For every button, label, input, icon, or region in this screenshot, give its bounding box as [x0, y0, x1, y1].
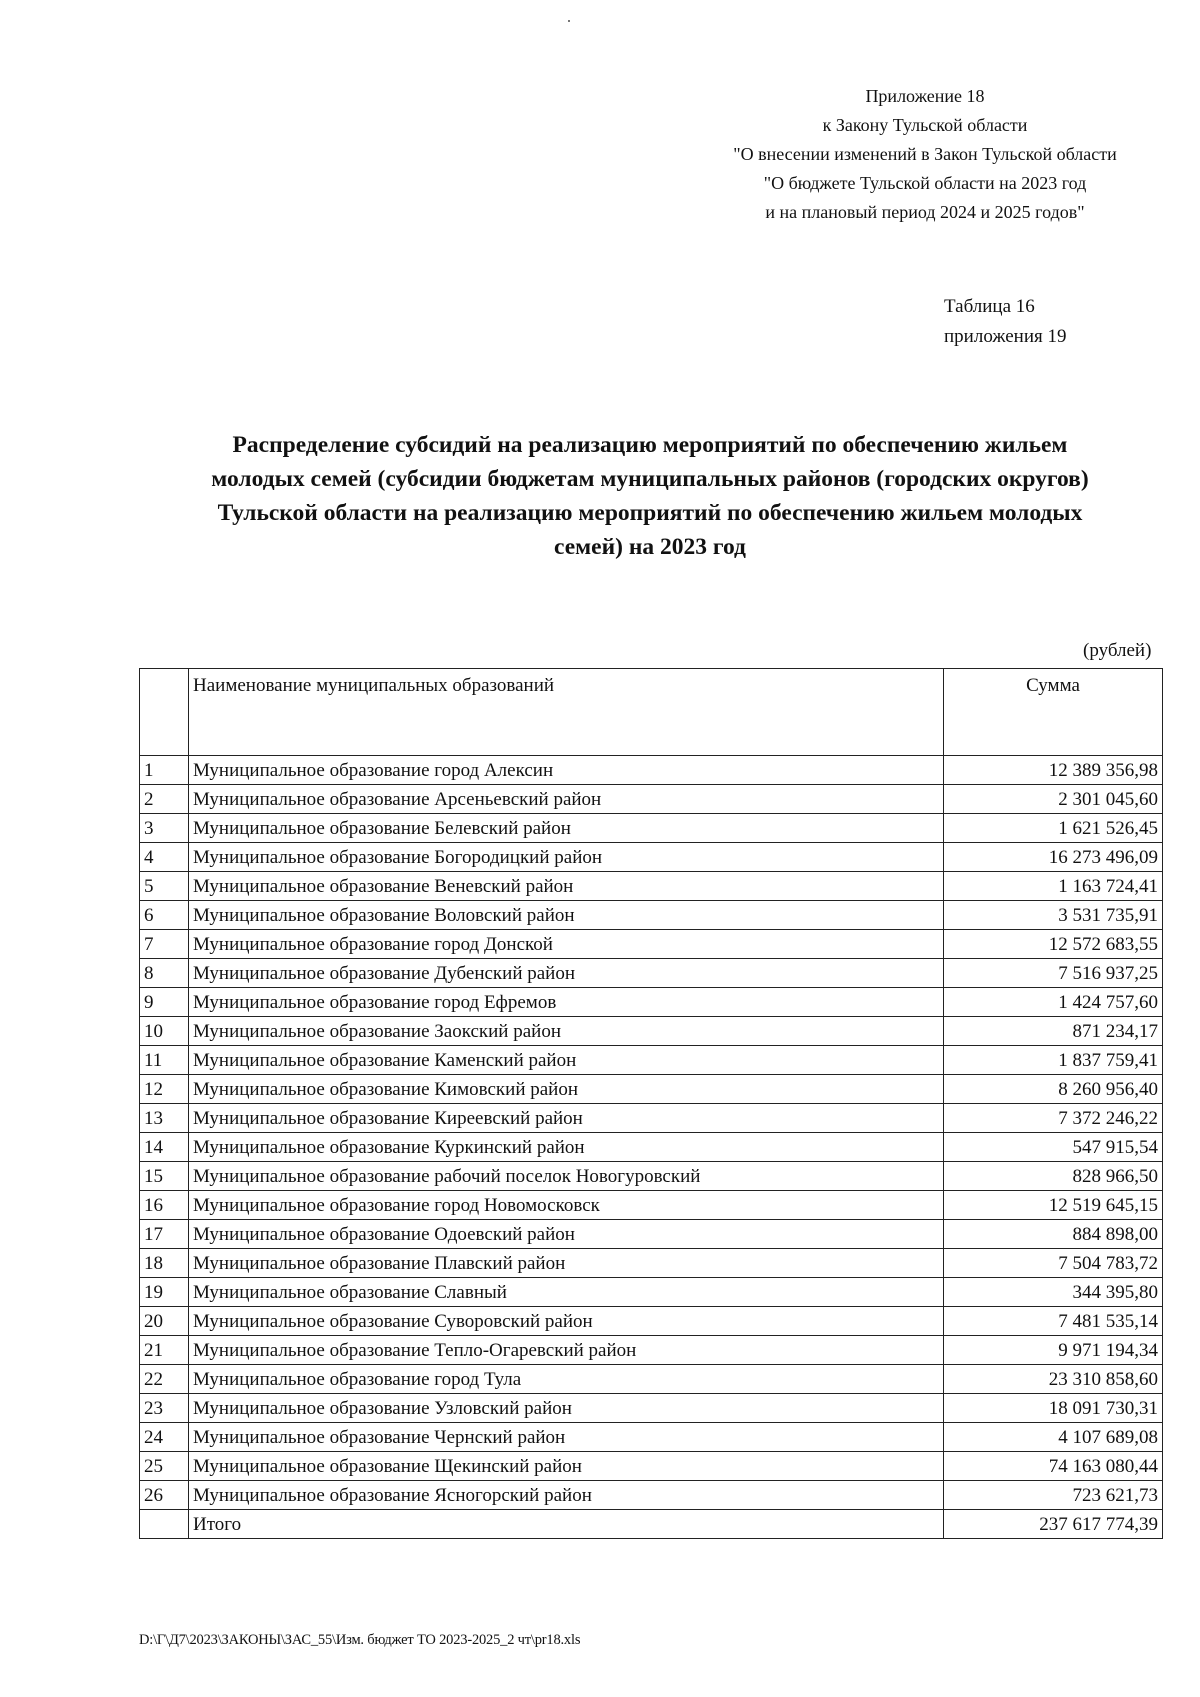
appendix-block: [690, 82, 1160, 227]
table-reference: [944, 292, 1066, 352]
row-sum: 1 837 759,41: [944, 1046, 1163, 1075]
table-row: [140, 1104, 1163, 1133]
row-name: Муниципальное образование Арсеньевский район: [189, 785, 944, 814]
row-sum: 1 163 724,41: [944, 872, 1163, 901]
row-sum: 3 531 735,91: [944, 901, 1163, 930]
total-row: [140, 1510, 1163, 1539]
table-row: [140, 1220, 1163, 1249]
row-num: 26: [140, 1481, 189, 1510]
table-reference-line: Таблица 16: [944, 296, 1035, 317]
row-name: Муниципальное образование Славный: [189, 1278, 944, 1307]
table-row: [140, 901, 1163, 930]
row-sum: 884 898,00: [944, 1220, 1163, 1249]
row-name: Муниципальное образование Щекинский район: [189, 1452, 944, 1481]
title-line: Тульской области на реализацию мероприятий по обеспечению жильем молодых: [217, 500, 1083, 526]
title-line: семей) на 2023 год: [554, 534, 746, 560]
table-reference-line: приложения 19: [944, 326, 1067, 347]
table-row: [140, 785, 1163, 814]
row-num: 20: [140, 1307, 189, 1336]
table-row: [140, 988, 1163, 1017]
table-row: [140, 1307, 1163, 1336]
appendix-line: к Закону Тульской области: [822, 115, 1028, 135]
row-num: 14: [140, 1133, 189, 1162]
table-row: [140, 756, 1163, 785]
appendix-line: и на плановый период 2024 и 2025 годов": [765, 202, 1085, 222]
row-num: 3: [140, 814, 189, 843]
file-path-footer: D:\Г\Д7\2023\ЗАКОНЫ\ЗАС_55\Изм. бюджет ТО 2023-2025_2 чт\pr18.xls: [139, 1632, 581, 1648]
row-name: Муниципальное образование Одоевский район: [189, 1220, 944, 1249]
row-sum: 18 091 730,31: [944, 1394, 1163, 1423]
row-name: Муниципальное образование Ясногорский район: [189, 1481, 944, 1510]
row-num: 18: [140, 1249, 189, 1278]
row-sum: 8 260 956,40: [944, 1075, 1163, 1104]
row-num: 9: [140, 988, 189, 1017]
table-row: [140, 872, 1163, 901]
table-row: [140, 1191, 1163, 1220]
table-row: [140, 930, 1163, 959]
title-line: молодых семей (субсидии бюджетам муниципальных районов (городских округов): [211, 466, 1089, 492]
row-name: Муниципальное образование город Ефремов: [189, 988, 944, 1017]
table-row: [140, 1423, 1163, 1452]
row-sum: 74 163 080,44: [944, 1452, 1163, 1481]
row-name: Муниципальное образование Заокский район: [189, 1017, 944, 1046]
table-row: [140, 1336, 1163, 1365]
row-sum: 344 395,80: [944, 1278, 1163, 1307]
table-header-row: [140, 669, 1163, 756]
row-sum: 828 966,50: [944, 1162, 1163, 1191]
row-sum: 547 915,54: [944, 1133, 1163, 1162]
table-row: [140, 1365, 1163, 1394]
row-name: Муниципальное образование Богородицкий район: [189, 843, 944, 872]
total-num: [140, 1510, 189, 1539]
header-name: Наименование муниципальных образований: [189, 669, 944, 756]
row-name: Муниципальное образование Плавский район: [189, 1249, 944, 1278]
row-name: Муниципальное образование Белевский район: [189, 814, 944, 843]
table-row: [140, 1278, 1163, 1307]
scan-speck: [568, 20, 570, 22]
units-label: (рублей): [1083, 640, 1152, 661]
row-name: Муниципальное образование рабочий поселок Новогуровский: [189, 1162, 944, 1191]
row-num: 25: [140, 1452, 189, 1481]
row-sum: 9 971 194,34: [944, 1336, 1163, 1365]
table-row: [140, 1046, 1163, 1075]
row-sum: 4 107 689,08: [944, 1423, 1163, 1452]
appendix-line: "О внесении изменений в Закон Тульской области: [733, 144, 1117, 164]
row-name: Муниципальное образование Веневский район: [189, 872, 944, 901]
row-num: 23: [140, 1394, 189, 1423]
row-num: 2: [140, 785, 189, 814]
row-name: Муниципальное образование Каменский район: [189, 1046, 944, 1075]
row-name: Муниципальное образование Кимовский район: [189, 1075, 944, 1104]
row-num: 6: [140, 901, 189, 930]
row-sum: 2 301 045,60: [944, 785, 1163, 814]
row-sum: 1 621 526,45: [944, 814, 1163, 843]
table-row: [140, 959, 1163, 988]
row-name: Муниципальное образование город Донской: [189, 930, 944, 959]
table-row: [140, 1394, 1163, 1423]
subsidy-table: [139, 668, 1163, 1539]
table-row: [140, 843, 1163, 872]
table-row: [140, 1017, 1163, 1046]
row-name: Муниципальное образование Тепло-Огаревский район: [189, 1336, 944, 1365]
row-name: Муниципальное образование Узловский район: [189, 1394, 944, 1423]
appendix-line: "О бюджете Тульской области на 2023 год: [763, 173, 1087, 193]
row-num: 8: [140, 959, 189, 988]
row-num: 12: [140, 1075, 189, 1104]
row-name: Муниципальное образование город Тула: [189, 1365, 944, 1394]
row-sum: 871 234,17: [944, 1017, 1163, 1046]
table-body: [140, 756, 1163, 1510]
row-name: Муниципальное образование Куркинский район: [189, 1133, 944, 1162]
table-row: [140, 1075, 1163, 1104]
row-num: 19: [140, 1278, 189, 1307]
row-num: 1: [140, 756, 189, 785]
row-sum: 723 621,73: [944, 1481, 1163, 1510]
row-name: Муниципальное образование Воловский район: [189, 901, 944, 930]
row-name: Муниципальное образование Дубенский район: [189, 959, 944, 988]
row-num: 21: [140, 1336, 189, 1365]
table-row: [140, 1481, 1163, 1510]
document-title: [150, 428, 1150, 564]
row-num: 4: [140, 843, 189, 872]
table-row: [140, 1249, 1163, 1278]
row-num: 16: [140, 1191, 189, 1220]
appendix-line: Приложение 18: [865, 86, 985, 106]
row-num: 10: [140, 1017, 189, 1046]
table-row: [140, 814, 1163, 843]
table-row: [140, 1133, 1163, 1162]
row-num: 5: [140, 872, 189, 901]
row-sum: 16 273 496,09: [944, 843, 1163, 872]
row-sum: 12 519 645,15: [944, 1191, 1163, 1220]
row-sum: 23 310 858,60: [944, 1365, 1163, 1394]
title-line: Распределение субсидий на реализацию мероприятий по обеспечению жильем: [232, 432, 1068, 458]
row-num: 24: [140, 1423, 189, 1452]
row-name: Муниципальное образование город Новомосковск: [189, 1191, 944, 1220]
total-sum: 237 617 774,39: [944, 1510, 1163, 1539]
row-num: 7: [140, 930, 189, 959]
row-num: 22: [140, 1365, 189, 1394]
row-sum: 7 504 783,72: [944, 1249, 1163, 1278]
row-num: 17: [140, 1220, 189, 1249]
row-sum: 12 389 356,98: [944, 756, 1163, 785]
row-name: Муниципальное образование Суворовский район: [189, 1307, 944, 1336]
row-sum: 7 481 535,14: [944, 1307, 1163, 1336]
row-name: Муниципальное образование Киреевский район: [189, 1104, 944, 1133]
row-num: 15: [140, 1162, 189, 1191]
row-name: Муниципальное образование Чернский район: [189, 1423, 944, 1452]
row-sum: 1 424 757,60: [944, 988, 1163, 1017]
total-label: Итого: [189, 1510, 944, 1539]
table-row: [140, 1162, 1163, 1191]
row-sum: 7 516 937,25: [944, 959, 1163, 988]
header-num: [140, 669, 189, 756]
table-row: [140, 1452, 1163, 1481]
row-num: 11: [140, 1046, 189, 1075]
row-num: 13: [140, 1104, 189, 1133]
row-name: Муниципальное образование город Алексин: [189, 756, 944, 785]
row-sum: 12 572 683,55: [944, 930, 1163, 959]
header-sum: Сумма: [944, 669, 1163, 756]
row-sum: 7 372 246,22: [944, 1104, 1163, 1133]
